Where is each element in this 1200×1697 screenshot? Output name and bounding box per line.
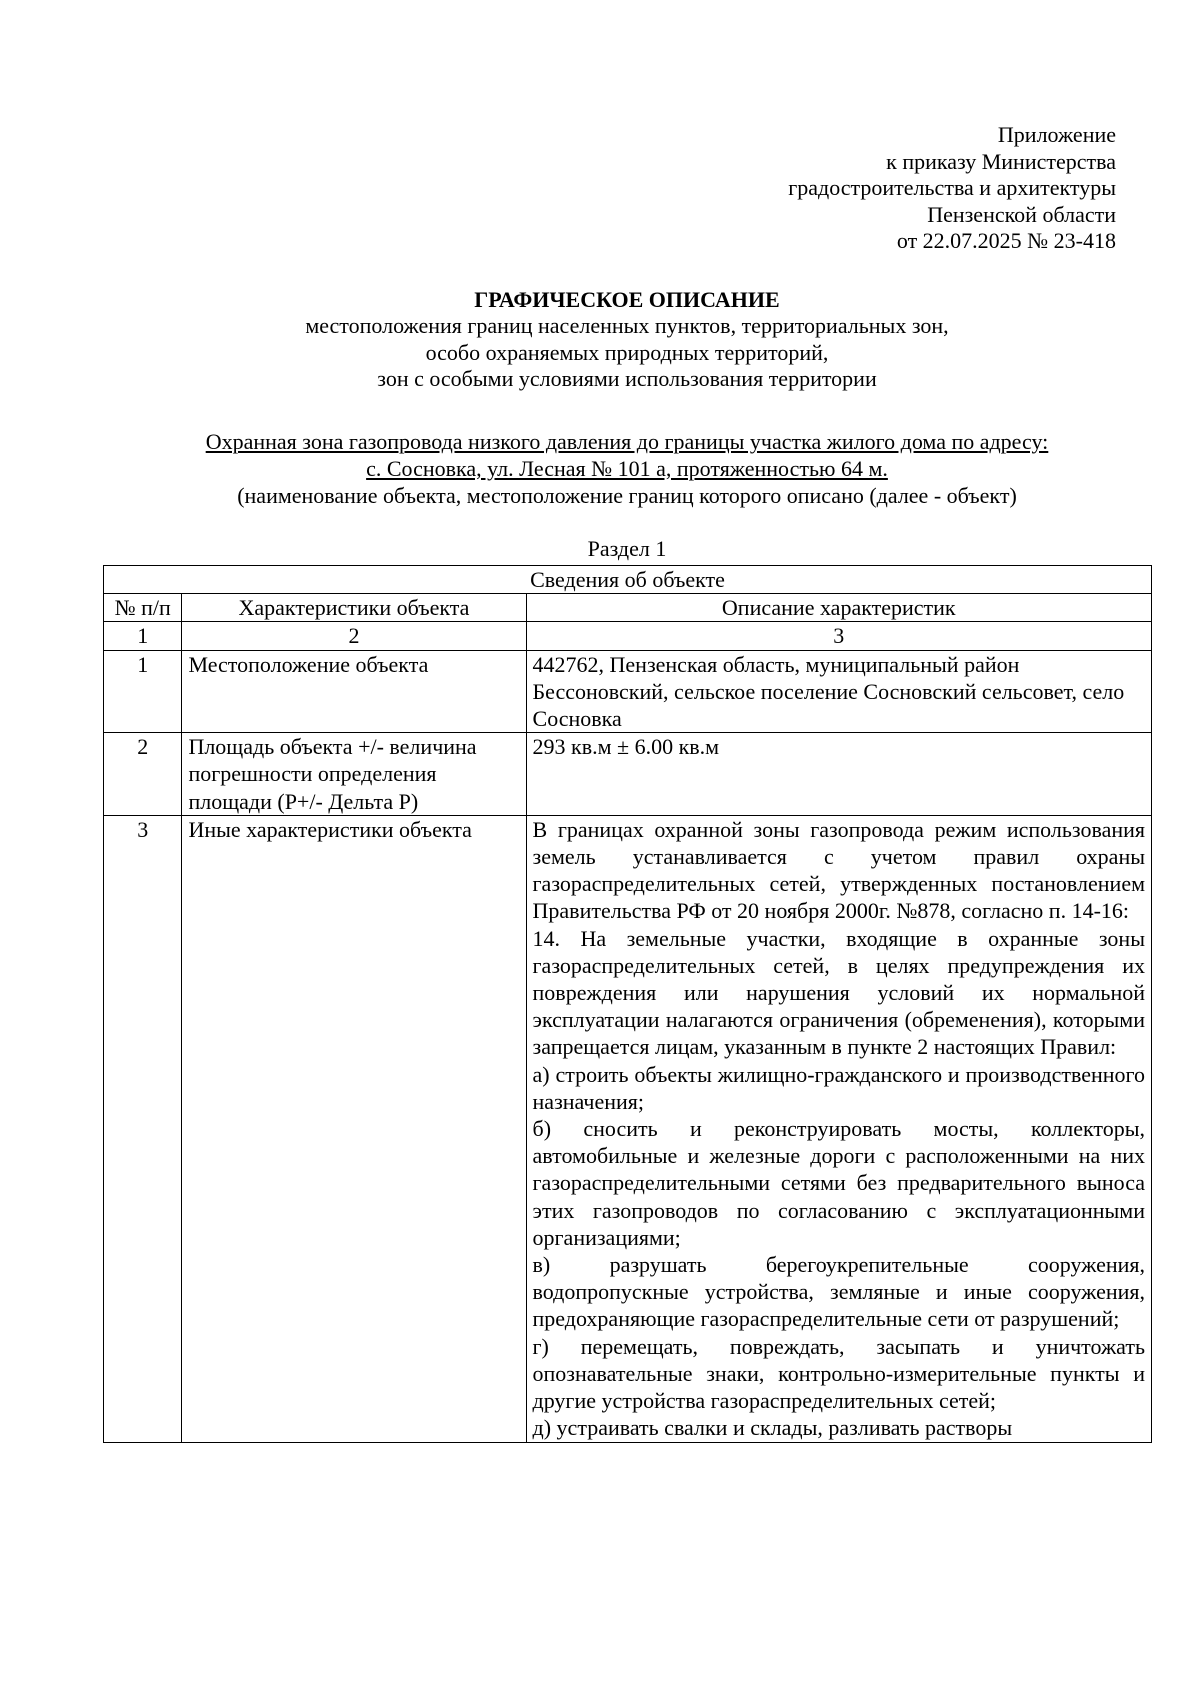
title-subline: особо охраняемых природных территорий, bbox=[425, 339, 829, 365]
description-paragraph: 14. На земельные участки, входящие в охранные зоны газораспределительных сетей, в целях предупреждения их повреждения или нарушения условий их нормальной эксплуатации налагаются ограничения (обременения), которыми запрещается лицам, указанным в пункте 2 настоящих Правил: bbox=[532, 925, 1145, 1060]
table-row bbox=[104, 650, 1152, 733]
object-name-block bbox=[104, 428, 1150, 509]
column-number: 1 bbox=[104, 622, 182, 650]
header-characteristic: Характеристики объекта bbox=[182, 594, 526, 622]
table-row bbox=[104, 733, 1152, 816]
section-label: Раздел 1 bbox=[587, 536, 667, 561]
row-description bbox=[526, 815, 1151, 1442]
appendix-line: Пензенской области bbox=[927, 201, 1116, 227]
table-header-row bbox=[104, 594, 1152, 622]
document-title-block bbox=[104, 287, 1150, 393]
description-paragraph: а) строить объекты жилищно-гражданского и производственного назначения; bbox=[532, 1061, 1145, 1114]
object-info-table bbox=[103, 565, 1152, 1443]
row-characteristic: Площадь объекта +/- величина погрешности определения площади (Р+/- Дельта Р) bbox=[182, 733, 526, 816]
header-number: № п/п bbox=[104, 594, 182, 622]
description-paragraph: д) устраивать свалки и склады, разливать растворы bbox=[532, 1415, 1013, 1441]
column-number-row bbox=[104, 622, 1152, 650]
column-number: 2 bbox=[182, 622, 526, 650]
column-number: 3 bbox=[526, 622, 1151, 650]
object-name: Охранная зона газопровода низкого давления до границы участка жилого дома по адресу: bbox=[205, 429, 1049, 454]
appendix-line: Приложение bbox=[997, 122, 1116, 147]
table-row bbox=[104, 815, 1152, 1442]
header-description: Описание характеристик bbox=[526, 594, 1151, 622]
appendix-date-number: от 22.07.2025 № 23-418 bbox=[896, 228, 1116, 254]
row-number: 2 bbox=[104, 733, 182, 816]
title-subline: местоположения границ населенных пунктов, территориальных зон, bbox=[305, 313, 949, 339]
row-number: 3 bbox=[104, 815, 182, 1442]
row-number: 1 bbox=[104, 650, 182, 733]
appendix-line: к приказу Министерства bbox=[886, 148, 1116, 174]
row-characteristic: Местоположение объекта bbox=[182, 650, 526, 733]
description-paragraph: в) разрушать берегоукрепительные сооружения, водопропускные устройства, земляные и иные сооружения, предохраняющие газораспределительные сети от разрушений; bbox=[532, 1252, 1145, 1332]
appendix-header bbox=[656, 122, 1116, 255]
document-title: ГРАФИЧЕСКОЕ ОПИСАНИЕ bbox=[474, 287, 780, 312]
object-caption: (наименование объекта, местоположение границ которого описано (далее - объект) bbox=[237, 483, 1017, 508]
table-title: Сведения об объекте bbox=[104, 566, 1152, 594]
object-name-address: с. Сосновка, ул. Лесная № 101 а, протяженностью 64 м. bbox=[366, 456, 888, 481]
row-description: 442762, Пензенская область, муниципальный район Бессоновский, сельское поселение Сосновский сельсовет, село Сосновка bbox=[526, 650, 1151, 733]
description-paragraph: б) сносить и реконструировать мосты, коллекторы, автомобильные и железные дороги с расположенными на них газораспределительными сетями без предварительного выноса этих газопроводов по согласованию с эксплуатационными организациями; bbox=[532, 1116, 1145, 1250]
table-title-row bbox=[104, 566, 1152, 594]
row-characteristic: Иные характеристики объекта bbox=[182, 815, 526, 1442]
description-paragraph: г) перемещать, повреждать, засыпать и уничтожать опознавательные знаки, контрольно-измерительные пункты и другие устройства газораспределительных сетей; bbox=[532, 1333, 1145, 1414]
row-description: 293 кв.м ± 6.00 кв.м bbox=[526, 733, 1151, 816]
appendix-line: градостроительства и архитектуры bbox=[788, 175, 1116, 201]
title-subline: зон с особыми условиями использования территории bbox=[377, 366, 877, 392]
description-paragraph: В границах охранной зоны газопровода режим использования земель устанавливается с учетом правил охраны газораспределительных сетей, утвержденных постановлением Правительства РФ от 20 ноября 2000г. №878, согласно п. 14-16: bbox=[532, 816, 1145, 924]
